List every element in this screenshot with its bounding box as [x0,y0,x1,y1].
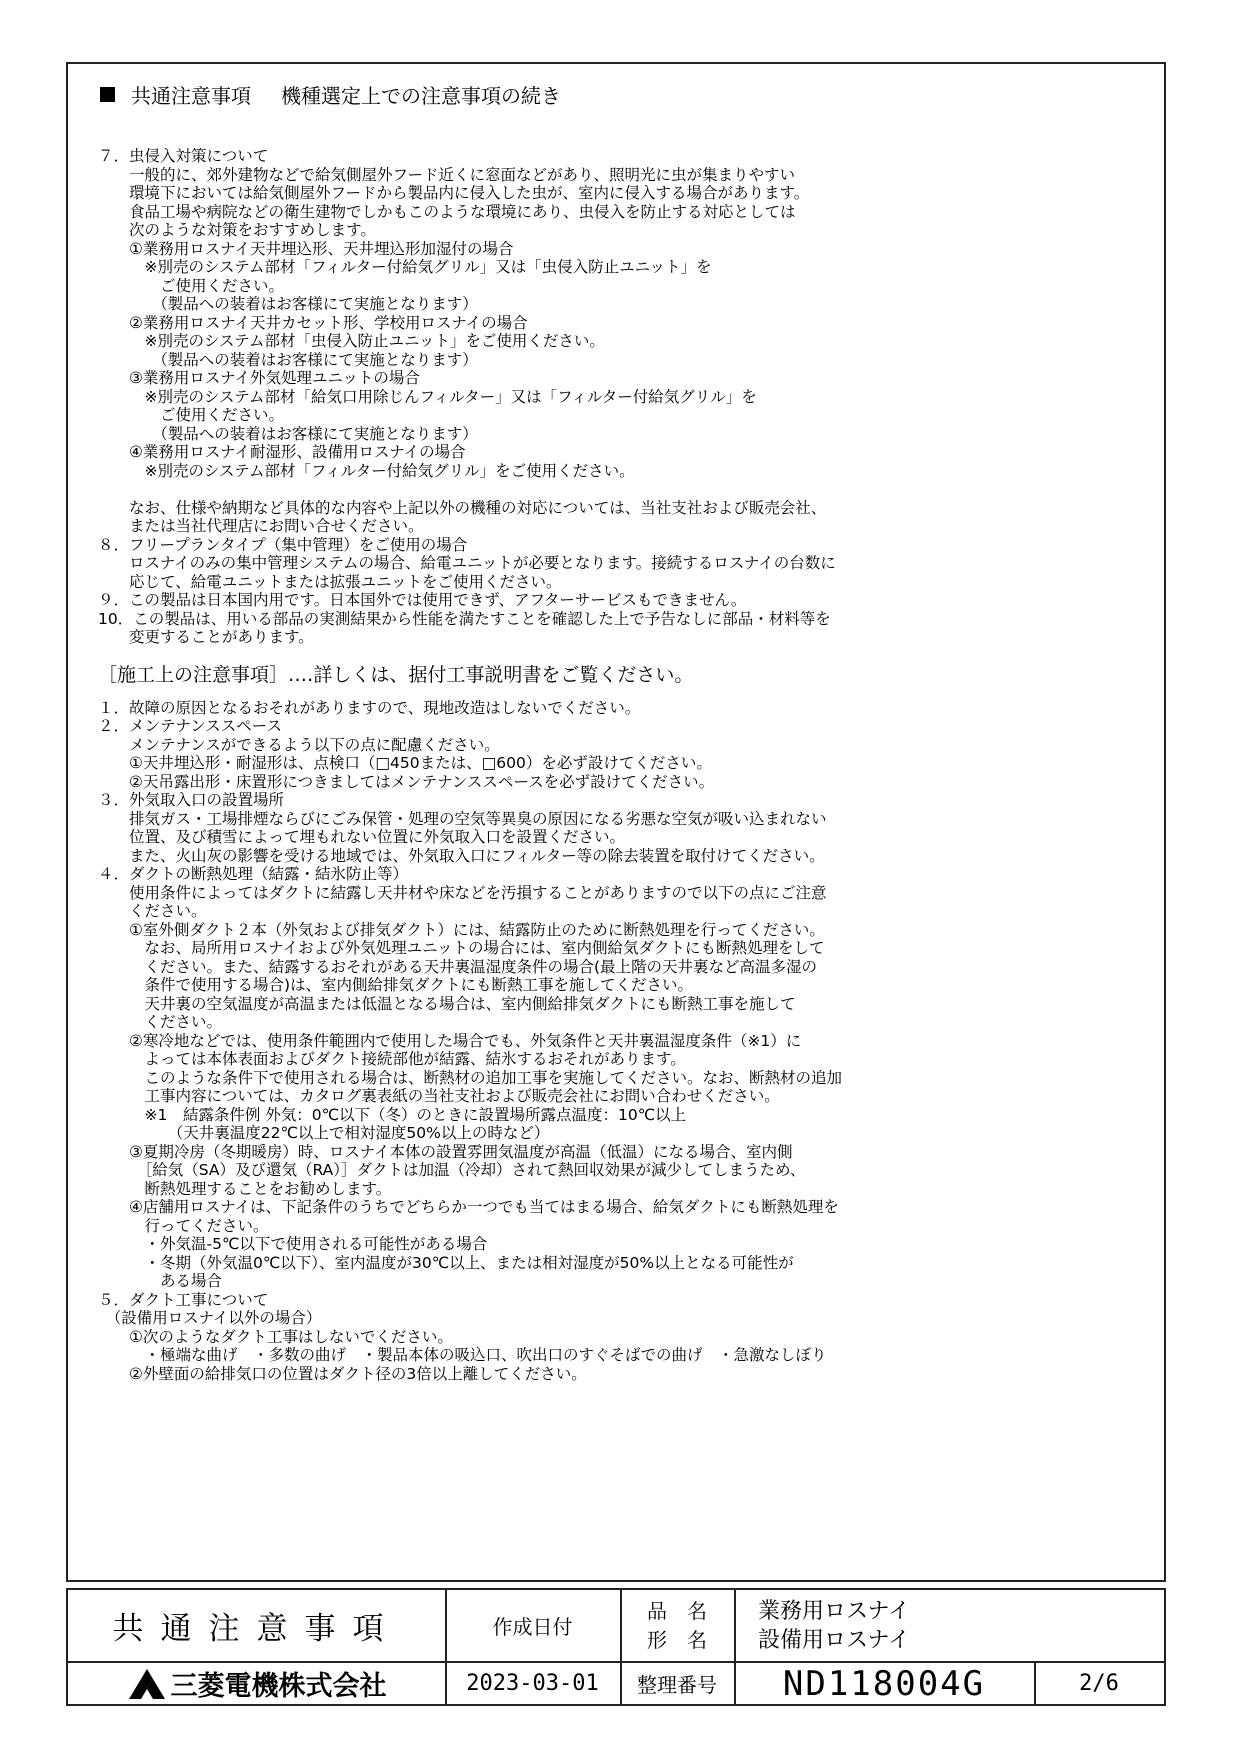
text-line: 位置、及び積雪によって埋もれない位置に外気取入口を設置ください。 [98,828,626,846]
text-line: 環境下においては給気側屋外フードから製品内に侵入した虫が、室内に侵入する場合があります。 [98,184,810,202]
text-line: ください。 [98,902,207,920]
text-line: 条件で使用する場合)は、室内側給排気ダクトにも断熱工事を施してください。 [98,976,694,994]
text-line: また、火山灰の影響を受ける地域では、外気取入口にフィルター等の除去装置を取付けてください。 [98,846,825,865]
text-line: ロスナイのみの集中管理システムの場合、給電ユニットが必要となります。接続するロスナイの台数に [98,554,836,572]
header-subtitle: 機種選定上での注意事項の続き [281,84,561,108]
model-name-label: 形 名 [647,1627,707,1652]
text-line: ※1 結露条件例 外気：0℃以下（冬）のときに設置場所露点温度：10℃以上 [98,1105,687,1124]
created-date: 2023-03-01 [466,1671,599,1696]
text-line: （製品への装着はお客様にて実施となります） [98,424,478,443]
text-line: ４．ダクトの断熱処理（結露・結氷防止等） [98,865,409,883]
model-name-value: 設備用ロスナイ [758,1627,911,1653]
created-date-label: 作成日付 [492,1615,573,1639]
text-line: ※別売のシステム部材「虫侵入防止ユニット」をご使用ください。 [98,332,605,350]
text-line: メンテナンスができるよう以下の点に配慮ください。 [98,735,500,754]
text-line: ④業務用ロスナイ耐湿形、設備用ロスナイの場合 [98,443,466,461]
text-line: ３．外気取入口の設置場所 [98,791,285,809]
square-bullet-icon [100,87,115,102]
product-labels [620,1590,734,1661]
text-line: なお、局所用ロスナイおよび外気処理ユニットの場合には、室内側給気ダクトにも断熱処理をして [98,939,825,957]
text-line: ［給気（SA）及び還気（RA）］ダクトは加温（冷却）されて熱回収効果が減少してしまうため、 [98,1161,806,1179]
text-line: （設備用ロスナイ以外の場合） [98,1309,322,1327]
section-installation-list [98,699,1152,1384]
product-values [758,1590,1158,1661]
text-line: ※別売のシステム部材「フィルター付給気グリル」をご使用ください。 [98,461,635,480]
text-line: ①室外側ダクト２本（外気および排気ダクト）には、結露防止のために断熱処理を行ってください。 [98,920,825,939]
text-line: なお、仕様や納期など具体的な内容や上記以外の機種の対応については、当社支社および販売会社、 [98,498,827,517]
company-logo [68,1663,445,1704]
text-line: 10．この製品は、用いる部品の実測結果から性能を満たすことを確認した上で予告なしに部品・材料等を [98,609,831,628]
text-line: ①天井埋込形・耐湿形は、点検口（□450または、□600）を必ず設けてください。 [98,754,712,772]
document-frame [66,62,1166,1582]
text-line: 一般的に、郊外建物などで給気側屋外フード近くに窓面などがあり、照明光に虫が集まりやすい [98,165,796,184]
page-header [100,80,1152,109]
text-line: ・外気温-5℃以下で使用される可能性がある場合 [98,1235,488,1253]
text-line: 天井裏の空気温度が高温または低温となる場合は、室内側給排気ダクトにも断熱工事を施して [98,994,796,1013]
title-block [66,1588,1166,1706]
text-line: ２．メンテナンススペース [98,717,282,735]
text-line: ・冬期（外気温0℃以下）、室内温度が30℃以上、または相対湿度が50%以上となる可能性が [98,1253,794,1272]
text-line: ①業務用ロスナイ天井埋込形、天井埋込形加湿付の場合 [98,239,514,258]
text-line: 応じて、給電ユニットまたは拡張ユニットをご使用ください。 [98,572,562,591]
text-line: ②天吊露出形・床置形につきましてはメンテナンススペースを必ず設けてください。 [98,772,715,791]
reference-number-label: 整理番号 [637,1673,717,1697]
product-name-label: 品 名 [647,1598,707,1623]
text-line: 行ってください。 [98,1216,269,1235]
text-line: ください。また、結露するおそれがある天井裏温湿度条件の場合(最上階の天井裏など高温多湿の [98,957,818,976]
text-line: ある場合 [98,1272,223,1290]
text-line: （製品への装着はお客様にて実施となります） [98,295,478,313]
product-name-value: 業務用ロスナイ [758,1598,911,1624]
mitsubishi-logo-icon [127,1669,167,1699]
text-line: ９．この製品は日本国内用です。日本国外では使用できず、アフターサービスもできません。 [98,591,747,609]
text-line: ※別売のシステム部材「給気口用除じんフィルター」又は「フィルター付給気グリル」を [98,387,757,406]
text-line: 使用条件によってはダクトに結露し天井材や床などを汚損することがありますので以下の点にご注意 [98,883,827,902]
document-number: ND118004G [782,1663,986,1704]
text-line: ※別売のシステム部材「フィルター付給気グリル」又は「虫侵入防止ユニット」を [98,258,712,276]
document-body [98,147,1152,1383]
text-line: ７．虫侵入対策について [98,147,269,165]
text-line: ・極端な曲げ ・多数の曲げ ・製品本体の吸込口、吹出口のすぐそばでの曲げ ・急激なしぼり [98,1346,827,1364]
text-line: ください。 [98,1013,223,1031]
header-title: 共通注意事項 [131,84,251,108]
document-content [98,80,1152,1383]
text-line: よっては本体表面およびダクト接続部他が結露、結氷するおそれがあります。 [98,1050,686,1068]
text-line: ②外壁面の給排気口の位置はダクト径の3倍以上離してください。 [98,1364,587,1383]
text-line: １．故障の原因となるおそれがありますので、現地改造はしないでください。 [98,698,641,717]
text-line: ③業務用ロスナイ外気処理ユニットの場合 [98,369,420,387]
text-line: ご使用ください。 [98,406,285,424]
text-line: ５．ダクト工事について [98,1290,269,1309]
company-name: 三菱電機株式会社 [170,1671,387,1702]
text-line: （天井裏温度22℃以上で相対湿度50%以上の時など） [98,1124,550,1142]
text-line: ８．フリープランタイプ（集中管理）をご使用の場合 [98,535,468,554]
spacer [98,480,1152,499]
text-line: ご使用ください。 [98,276,285,295]
text-line: ②寒冷地などでは、使用条件範囲内で使用した場合でも、外気条件と天井裏温湿度条件（※1）に [98,1031,802,1050]
text-line: または当社代理店にお問い合せください。 [98,517,424,535]
text-line: 食品工場や病院などの衛生建物でしかもこのような環境にあり、虫侵入を防止する対応としては [98,202,796,221]
text-line: ④店舗用ロスナイは、下記条件のうちでどちらか一つでも当てはまる場合、給気ダクトにも断熱処理を [98,1198,839,1216]
text-line: 次のような対策をおすすめします。 [98,221,376,239]
section-notes-list [98,499,1152,647]
text-line: 変更することがあります。 [98,628,314,646]
section-insect-list [98,147,1152,480]
text-line: 排気ガス・工場排煙ならびにごみ保管・処理の空気等異臭の原因になる劣悪な空気が吸い込まれない [98,809,827,828]
text-line: 断熱処理することをお勧めします。 [98,1179,392,1198]
text-line: ③夏期冷房（冬期暖房）時、ロスナイ本体の設置雰囲気温度が高温（低温）になる場合、室内側 [98,1142,793,1161]
section-title-installation: ［施工上の注意事項］‥‥詳しくは、据付工事説明書をご覧ください。 [98,663,694,686]
text-line: （製品への装着はお客様にて実施となります） [98,350,478,369]
page-number: 2/6 [1079,1671,1119,1696]
footer-title: 共通注意事項 [112,1611,401,1647]
text-line: ①次のようなダクト工事はしないでください。 [98,1327,453,1346]
text-line: このような条件下で使用される場合は、断熱材の追加工事を実施してください。なお、断熱材の追加 [98,1068,843,1087]
text-line: 工事内容については、カタログ裏表紙の当社支社および販売会社にお問い合わせください。 [98,1087,780,1105]
text-line: ②業務用ロスナイ天井カセット形、学校用ロスナイの場合 [98,313,528,332]
